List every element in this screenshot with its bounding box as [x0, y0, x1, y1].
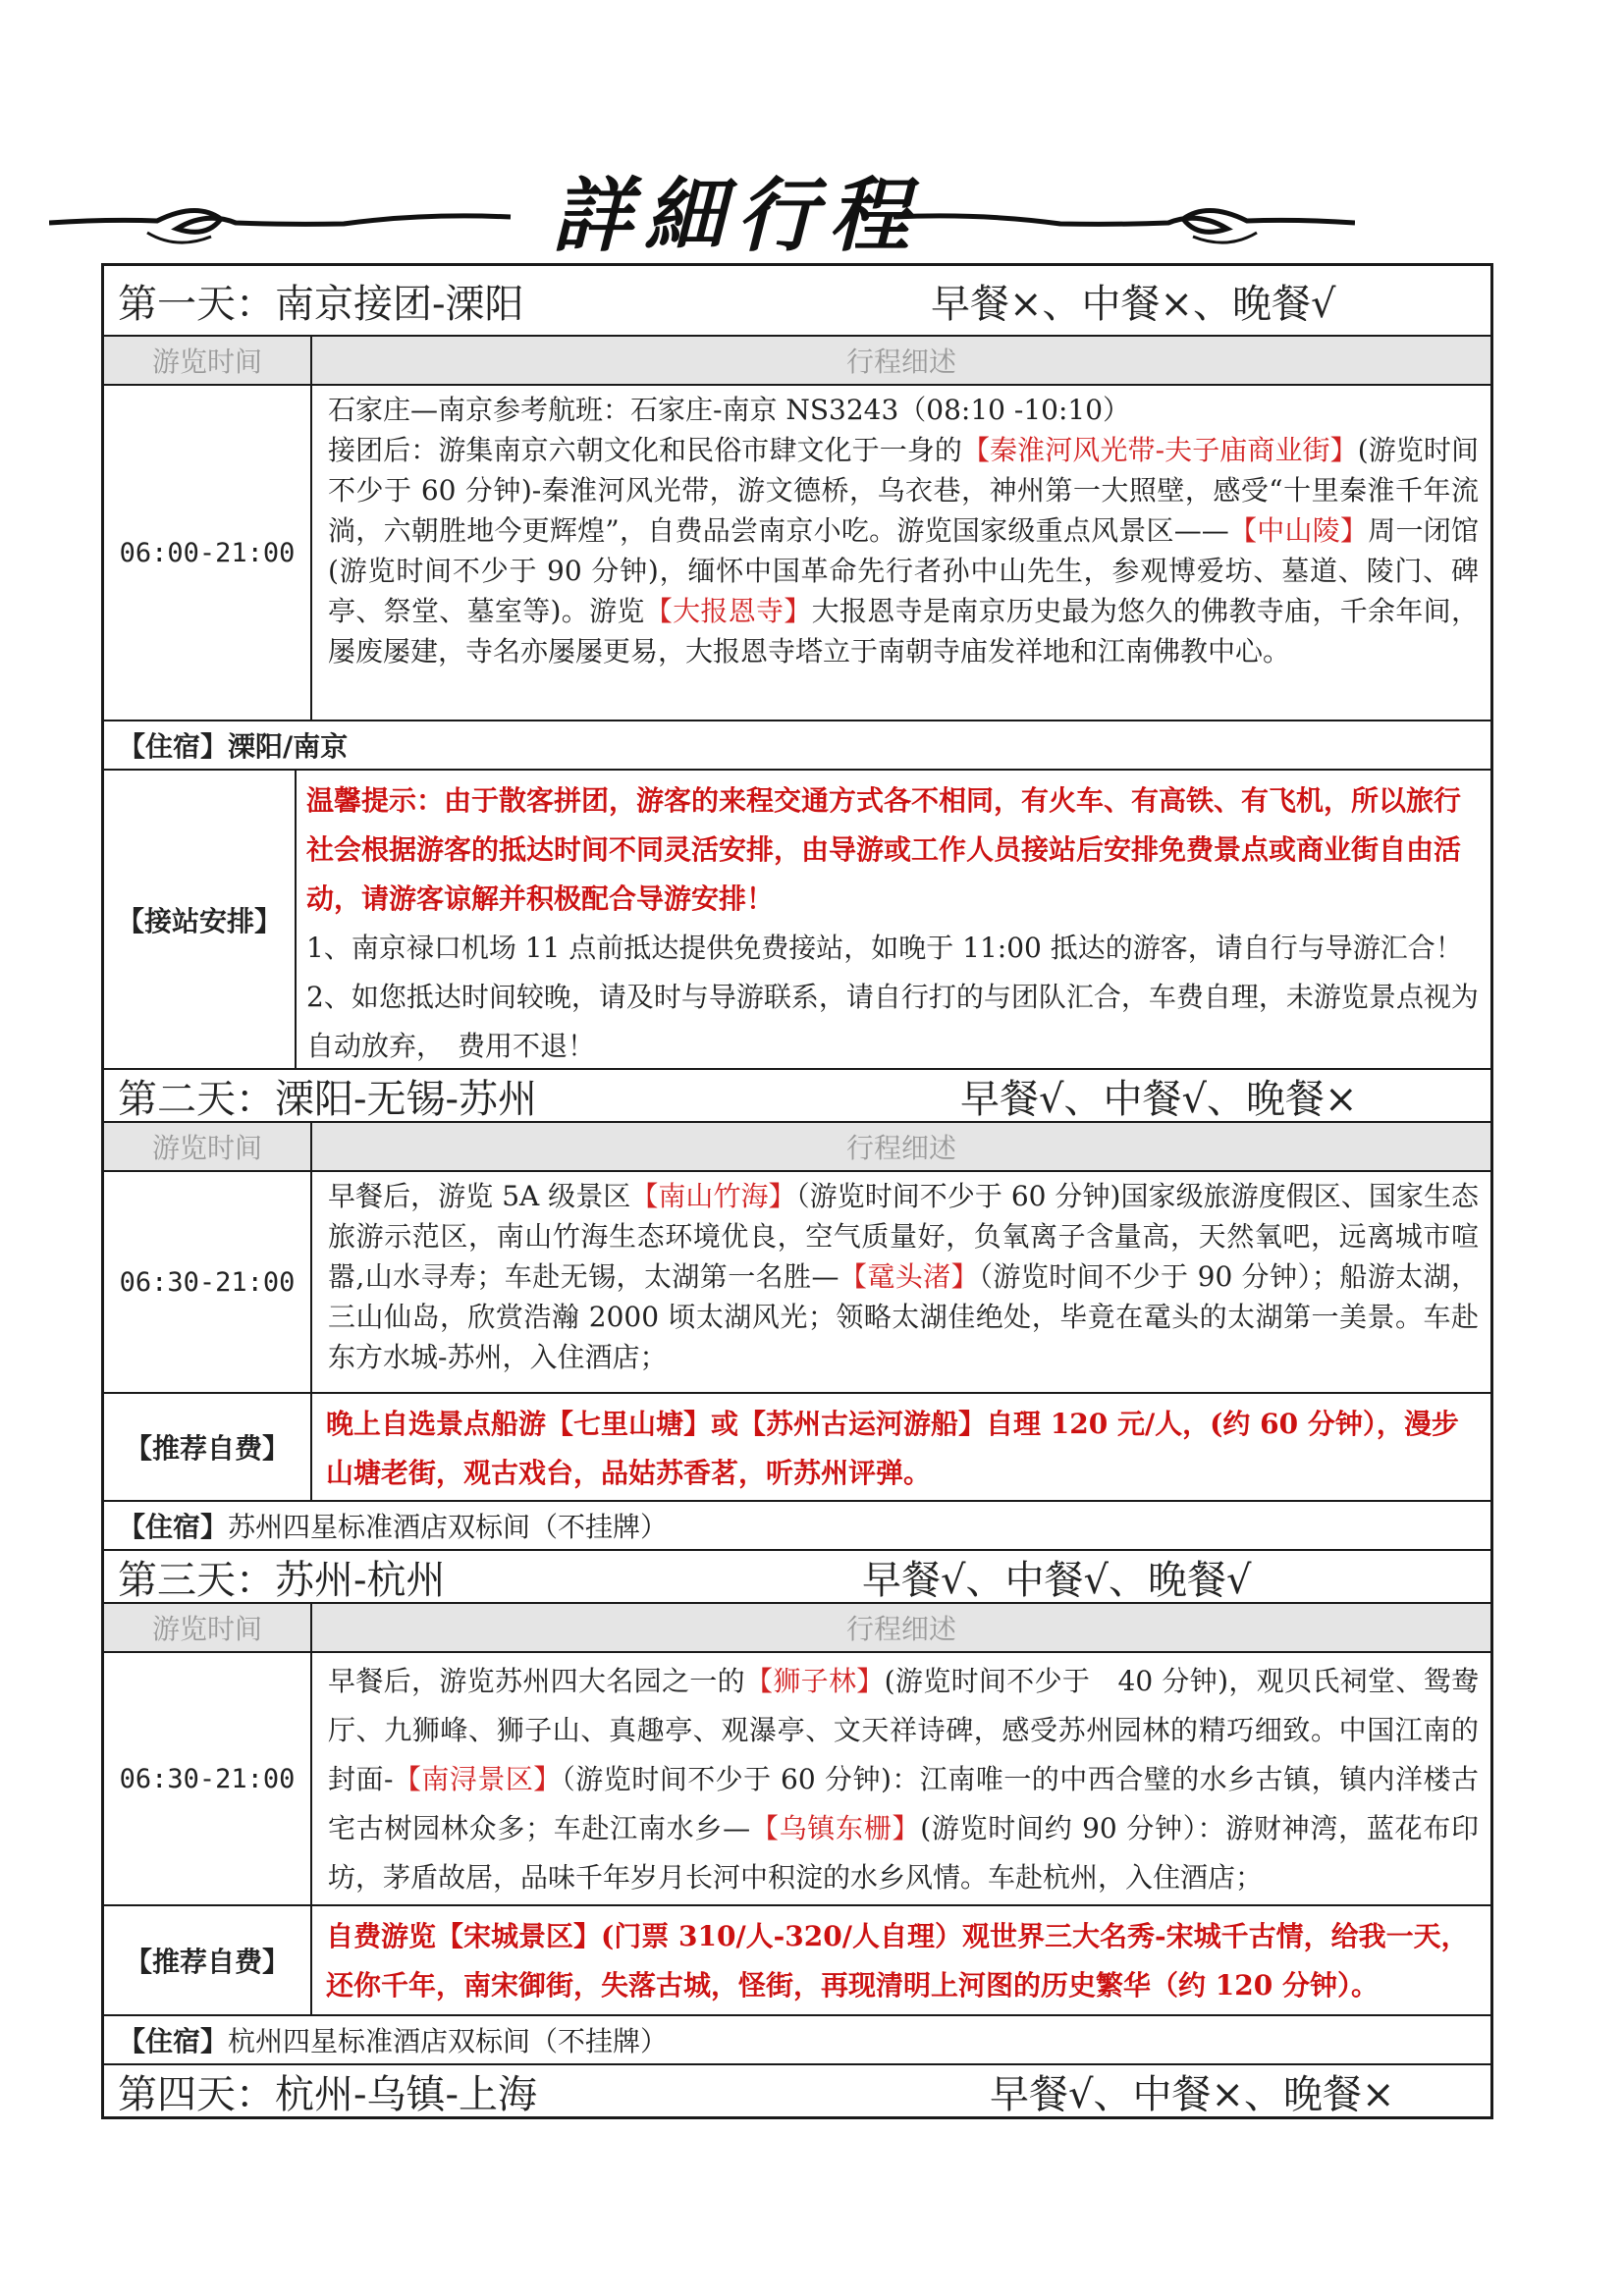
day-1-detail-row — [104, 384, 1490, 720]
desc-column-label: 行程细述 — [845, 346, 956, 378]
pickup-label: 【接站安排】 — [104, 771, 297, 1068]
pickup-line-1: 1、南京禄口机场 11 点前抵达提供免费接站，如晚于 11:00 抵达的游客，请自行与导游汇合！ — [306, 932, 1463, 964]
day-description — [312, 1172, 1490, 1392]
desc-text: （游览时间不少于 90 分钟）；船游太湖，三山仙岛，欣赏浩瀚 2000 顷太湖风光；领略太湖佳绝处，毕竟在鼋头的太湖第一美景。车赴东方水城-苏州，入住酒店； — [328, 1260, 1479, 1373]
selfpay-label: 【推荐自费】 — [104, 1394, 312, 1500]
day-3-detail-row — [104, 1651, 1490, 1904]
desc-text: 早餐后，游览 5A 级景区 — [328, 1180, 631, 1212]
pickup-row — [104, 769, 1490, 1068]
time-column-label: 游览时间 — [104, 1123, 312, 1170]
pickup-content — [297, 771, 1490, 1068]
desc-text: (游览时间不少于 60 分钟)-秦淮河风光带，游文德桥，乌衣巷，神州第一大照壁，感受“十里秦淮千年流淌，六朝胜地今更辉煌”，自费品尝南京小吃。游览国家级重点风景区—— — [328, 434, 1479, 547]
desc-text: (游览时间不少于 40 分钟)，观贝氏祠堂、鸳鸯厅、九狮峰、狮子山、真趣亭、观瀑亭、文天祥诗碑，感受苏州园林的精巧细致。中国江南的封面- — [328, 1665, 1479, 1795]
desc-text: 接团后：游集南京六朝文化和民俗市肆文化于一身的 — [328, 434, 962, 466]
attraction-name: 【南山竹海】 — [630, 1180, 796, 1212]
stay-value: 苏州四星标准酒店双标间（不挂牌） — [228, 1511, 669, 1543]
detail-header-row — [104, 1121, 1490, 1170]
day-meals: 早餐×、中餐×、晚餐√ — [931, 281, 1336, 327]
time-column-label: 游览时间 — [104, 1604, 312, 1651]
desc-text: 大报恩寺是南京历史最为悠久的佛教寺庙，千余年间，屡废屡建，寺名亦屡屡更易，大报恩寺塔立于南朝寺庙发祥地和江南佛教中心。 — [328, 595, 1479, 667]
attraction-name: 【南浔景区】 — [393, 1763, 562, 1795]
time-range: 06:30-21:00 — [104, 1653, 312, 1904]
day-2-detail-row — [104, 1170, 1490, 1392]
day-meals: 早餐√、中餐×、晚餐× — [990, 2071, 1395, 2117]
desc-text: 早餐后，游览苏州四大名园之一的 — [328, 1665, 745, 1697]
selfpay-label: 【推荐自费】 — [104, 1906, 312, 2014]
desc-text: （游览时间不少于 60 分钟)：江南唯一的中西合璧的水乡古镇，镇内洋楼古宅古树园林众多；车赴江南水乡— — [328, 1763, 1479, 1844]
attraction-name: 【乌镇东栅】 — [750, 1812, 921, 1844]
time-range: 06:00-21:00 — [104, 386, 312, 720]
day-description — [312, 1653, 1490, 1904]
stay-value: 溧阳/南京 — [228, 730, 349, 763]
pickup-warning: 温馨提示：由于散客拼团，游客的来程交通方式各不相同，有火车、有高铁、有飞机，所以旅行社会根据游客的抵达时间不同灵活安排，由导游或工作人员接站后安排免费景点或商业街自由活动，请游客谅解并积极配合导游安排！ — [306, 784, 1462, 915]
detail-header-row — [104, 335, 1490, 384]
stay-value: 杭州四星标准酒店双标间（不挂牌） — [228, 2025, 669, 2057]
day-3-header — [104, 1549, 1490, 1602]
day-1-header — [104, 266, 1490, 335]
desc-text: （游览时间不少于 60 分钟)国家级旅游度假区、国家生态旅游示范区，南山竹海生态环境优良，空气质量好，负氧离子含量高，天然氧吧，远离城市喧嚣,山水寻寿；车赴无锡，太湖第一名胜— — [328, 1180, 1479, 1293]
day-description — [312, 386, 1490, 720]
heading-ornament — [49, 142, 1355, 263]
attraction-name: 【秦淮河风光带-夫子庙商业街】 — [961, 434, 1358, 466]
day-1-stay-row — [104, 720, 1490, 769]
day-2-selfpay-row — [104, 1392, 1490, 1500]
itinerary-table — [101, 263, 1493, 2119]
day-3-stay-row — [104, 2014, 1490, 2063]
day-title: 第四天：杭州-乌镇-上海 — [118, 2071, 538, 2117]
day-4-header — [104, 2063, 1490, 2116]
time-column-label: 游览时间 — [104, 337, 312, 384]
attraction-name: 【鼋头渚】 — [839, 1260, 979, 1293]
desc-column-label: 行程细述 — [845, 1132, 956, 1164]
day-title: 第二天：溧阳-无锡-苏州 — [118, 1076, 538, 1122]
day-title: 第三天：苏州-杭州 — [118, 1557, 446, 1603]
desc-column-label: 行程细述 — [845, 1613, 956, 1645]
day-meals: 早餐√、中餐√、晚餐√ — [862, 1557, 1252, 1603]
attraction-name: 【大报恩寺】 — [644, 595, 812, 627]
page-title: 詳細行程 — [552, 169, 921, 263]
stay-label: 【住宿】 — [118, 1511, 229, 1543]
selfpay-content: 自费游览【宋城景区】(门票 310/人-320/人自理）观世界三大名秀-宋城千古情，给我一天，还你千年，南宋御街，失落古城，怪街，再现清明上河图的历史繁华（约 120 分钟）。 — [326, 1920, 1469, 2002]
attraction-name: 【中山陵】 — [1228, 514, 1369, 547]
day-title: 第一天：南京接团-溧阳 — [118, 281, 524, 327]
pickup-line-2: 2、如您抵达时间较晚，请及时与导游联系，请自行打的与团队汇合，车费自理，未游览景点视为自动放弃， 费用不退！ — [306, 981, 1479, 1062]
selfpay-content: 晚上自选景点船游【七里山塘】或【苏州古运河游船】自理 120 元/人，(约 60 分钟），漫步山塘老街，观古戏台，品姑苏香茗，听苏州评弹。 — [326, 1408, 1459, 1489]
day-2-header — [104, 1068, 1490, 1121]
attraction-name: 【狮子林】 — [744, 1665, 885, 1697]
stay-label: 【住宿】 — [118, 2025, 229, 2057]
day-meals: 早餐√、中餐√、晚餐× — [960, 1076, 1358, 1122]
day-3-selfpay-row — [104, 1904, 1490, 2014]
desc-text: 周一闭馆(游览时间不少于 90 分钟)，缅怀中国革命先行者孙中山先生，参观博爱坊、墓道、陵门、碑亭、祭堂、墓室等)。游览 — [328, 514, 1479, 627]
time-range: 06:30-21:00 — [104, 1172, 312, 1392]
desc-text: (游览时间约 90 分钟）：游财神湾，蓝花布印坊，茅盾故居，品味千年岁月长河中积淀的水乡风情。车赴杭州，入住酒店； — [328, 1812, 1479, 1894]
day-2-stay-row — [104, 1500, 1490, 1549]
stay-label: 【住宿】 — [118, 730, 229, 763]
desc-text: 石家庄—南京参考航班：石家庄-南京 NS3243（08:10 -10:10） — [328, 394, 1131, 426]
detail-header-row — [104, 1602, 1490, 1651]
